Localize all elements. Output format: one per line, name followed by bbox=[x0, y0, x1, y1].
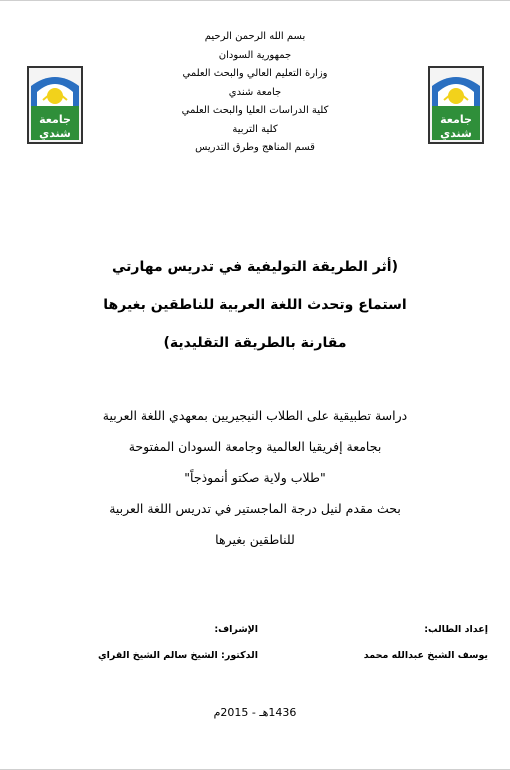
page-top-border bbox=[0, 0, 510, 1]
thesis-title bbox=[20, 248, 490, 362]
study-line: بحث مقدم لنيل درجة الماجستير في تدريس اللغة العربية bbox=[109, 501, 401, 516]
study-line: للناطقين بغيرها bbox=[215, 532, 295, 547]
study-line: بجامعة إفريقيا العالمية وجامعة السودان المفتوحة bbox=[128, 439, 382, 454]
education-college-name: كلية التربية bbox=[232, 123, 278, 135]
study-description bbox=[18, 400, 492, 555]
basmala: بسم الله الرحمن الرحيم bbox=[204, 31, 306, 42]
supervisor-label: الإشراف: bbox=[214, 624, 258, 635]
university-name: جامعة شندي bbox=[228, 86, 282, 98]
university-logo-right bbox=[428, 66, 484, 144]
study-line: دراسة تطبيقية على الطلاب النيجيريين بمعهدي اللغة العربية bbox=[102, 408, 408, 423]
ministry-name: وزارة التعليم العالي والبحث العلمي bbox=[182, 68, 328, 79]
thesis-title-line: استماع وتحدث اللغة العربية للناطقين بغيرها bbox=[103, 297, 407, 313]
student-block bbox=[364, 624, 488, 661]
logo-text-top: جامعة bbox=[440, 113, 472, 126]
student-label: إعداد الطالب: bbox=[424, 624, 488, 635]
supervisor-block bbox=[28, 624, 258, 661]
graduate-college-name: كلية الدراسات العليا والبحث العلمي bbox=[181, 105, 329, 116]
logo-text-bottom: شندي bbox=[440, 127, 472, 140]
supervisor-name: الدكتور: الشيخ سالم الشيخ القراي bbox=[97, 650, 258, 661]
thesis-title-line: مقارنة بالطريقة التقليدية) bbox=[163, 335, 347, 351]
publication-date: 1436هـ - 2015م bbox=[213, 706, 297, 719]
university-logo-left bbox=[27, 66, 83, 144]
logo-text-top: جامعة bbox=[39, 113, 71, 126]
logo-text-bottom: شندي bbox=[39, 127, 71, 140]
institution-header bbox=[130, 28, 380, 158]
thesis-title-line: (أثر الطريقة التوليفية في تدريس مهارتي bbox=[112, 259, 398, 275]
country-name: جمهورية السودان bbox=[218, 49, 292, 61]
department-name: قسم المناهج وطرق التدريس bbox=[195, 142, 315, 153]
study-line: "طلاب ولاية صكتو أنموذجاً" bbox=[184, 470, 326, 485]
student-name: يوسف الشيخ عبدالله محمد bbox=[363, 650, 488, 661]
